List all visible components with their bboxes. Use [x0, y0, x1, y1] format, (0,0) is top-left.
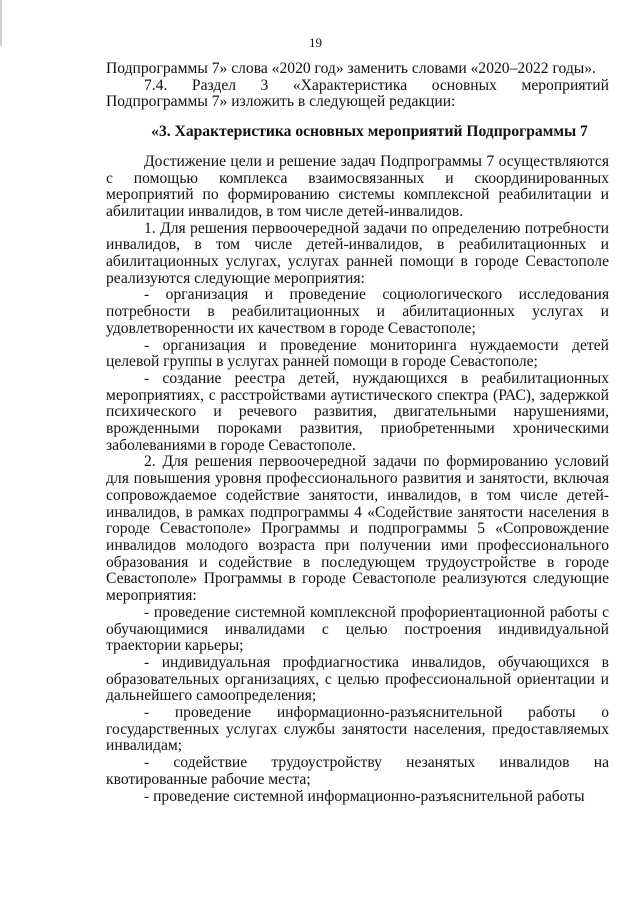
list-item-task-2-4: - содействие трудоустройству незанятых инвалидов на квотированные рабочие места; — [106, 754, 609, 788]
list-item-task-1-3: - создание реестра детей, нуждающихся в реабилитационных мероприятиях, с расстройствами аутистического спектра (РАС), задержкой психического и речевого развития, двигательными нарушениями, врожденными пороками развития, приобретенными хроническими заболеваниями в городе Севастополе. — [106, 369, 609, 454]
list-item-task-2-5: - проведение системной информационно-разъяснительной работы — [144, 787, 585, 805]
paragraph-goal: Достижение цели и решение задач Подпрограммы 7 осуществляются с помощью комплекса взаимосвязанных и скоординированных мероприятий по формированию системы комплексной реабилитации и абилитации инвалидов, в том числе детей-инвалидов. — [106, 152, 609, 220]
list-item-task-2-3: - проведение информационно-разъяснительной работы о государственных услугах службы занятости населения, предоставляемых инвалидам; — [106, 704, 609, 755]
list-item-task-2-1: - проведение системной комплексной профориентационной работы с обучающимися инвалидами с целью построения индивидуальной траектории карьеры; — [106, 603, 609, 655]
list-item-task-1-2: - организация и проведение мониторинга нуждаемости детей целевой группы в услугах ранней помощи в городе Севастополе; — [106, 336, 609, 371]
paragraph-task-2: 2. Для решения первоочередной задачи по формированию условий для повышения уровня профессионального развития и занятости, включая сопровождаемое содействие занятости, инвалидов, в том числе детей-инвалидов, в рамках подпрограммы 4 «Содействие занятости населения в городе Севастополе» Программы и подпрограммы 5 «Сопровождение инвалидов молодого возраста при получении ими профессионального образования и содействие в последующем трудоустройстве в городе Севастополе» Программы в городе Севастополе реализуются следующие мероприятия: — [106, 453, 609, 605]
paragraph-item-7-4: 7.4. Раздел 3 «Характеристика основных мероприятий Подпрограммы 7» изложить в следующей редакции: — [106, 76, 609, 111]
document-body — [106, 61, 609, 805]
list-item-task-2-2: - индивидуальная профдиагностика инвалидов, обучающихся в образовательных организациях, с целью профессиональной ориентации и дальнейшего самоопределения; — [106, 653, 609, 705]
paragraph-intro-continuation: Подпрограммы 7» слова «2020 год» заменить словами «2020–2022 годы». — [106, 60, 596, 77]
section-heading: «3. Характеристика основных мероприятий Подпрограммы 7 — [151, 123, 588, 141]
paragraph-task-1: 1. Для решения первоочередной задачи по определению потребности инвалидов, в том числе детей-инвалидов, в реабилитационных и абилитационных услугах, услугах ранней помощи в городе Севастополе реализуются следующие мероприятия: — [106, 219, 609, 287]
list-item-task-1-1: - организация и проведение социологического исследования потребности в реабилитационных и абилитационных услугах и удовлетворенности их качеством в городе Севастополе; — [106, 286, 609, 337]
page-number: 19 — [309, 35, 322, 50]
